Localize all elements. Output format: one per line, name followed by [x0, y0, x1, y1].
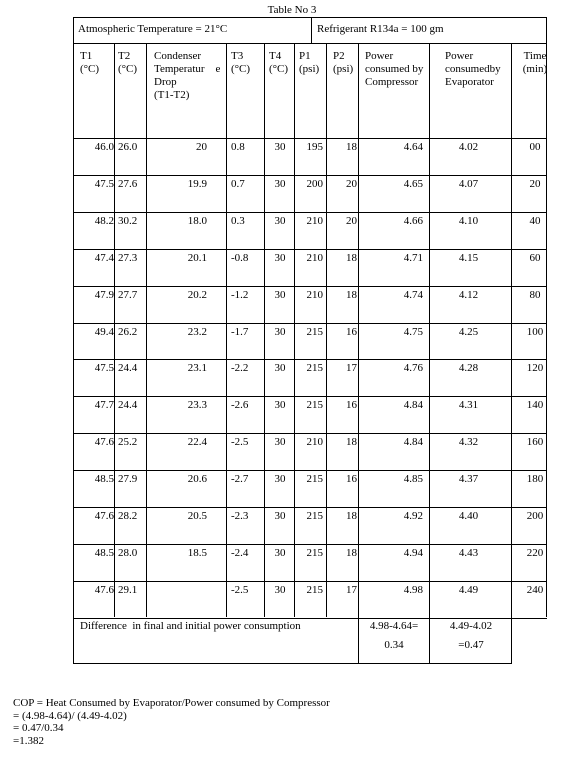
cell-condenser-drop: 20.1 — [187, 251, 207, 264]
cell-power-evaporator: 4.15 — [458, 251, 479, 264]
footer-compressor-diff: 4.98-4.64= 0.34 — [369, 620, 419, 651]
cell-power-evaporator: 4.40 — [458, 510, 479, 522]
cell-t4: 30 — [274, 473, 286, 486]
cell-t1: 46.0 — [94, 141, 114, 153]
cell-t4: 30 — [274, 141, 286, 153]
cell-t3: 0.7 — [231, 177, 245, 190]
cell-p1: 210 — [306, 288, 323, 301]
header-t1: T1 (°C) — [80, 50, 100, 75]
top-right-label: Refrigerant R134a = 100 gm — [317, 23, 444, 35]
cell-p1: 210 — [306, 436, 323, 449]
cell-time: 220 — [526, 546, 544, 559]
cell-p1: 210 — [306, 251, 323, 264]
cell-time: 00 — [529, 141, 541, 153]
cell-condenser-drop: 20.5 — [187, 510, 207, 522]
header-time: Time (min) — [522, 50, 548, 75]
formula-line: =1.382 — [13, 734, 44, 747]
cell-t4: 30 — [274, 546, 286, 559]
cell-power-evaporator: 4.32 — [458, 436, 479, 449]
cell-power-compressor: 4.98 — [403, 583, 423, 596]
cell-p2: 18 — [346, 288, 357, 301]
cell-t2: 28.2 — [118, 510, 138, 522]
header-t2: T2 (°C) — [118, 50, 138, 75]
cell-condenser-drop: 18.0 — [187, 214, 207, 227]
cell-time: 160 — [526, 436, 544, 449]
cell-p1: 215 — [306, 473, 323, 486]
cell-time: 200 — [526, 510, 544, 522]
cell-power-evaporator: 4.43 — [458, 546, 479, 559]
cell-t2: 30.2 — [118, 214, 138, 227]
cell-p2: 20 — [346, 177, 357, 190]
cell-t3: -2.7 — [231, 473, 249, 486]
cell-t3: -2.6 — [231, 399, 249, 412]
cell-t1: 47.6 — [94, 583, 114, 596]
footer-label: Difference in final and initial power consumption — [80, 620, 301, 632]
cell-p2: 16 — [346, 399, 357, 412]
cell-power-evaporator: 4.25 — [458, 325, 479, 338]
cell-t1: 47.6 — [94, 436, 114, 449]
cell-t1: 48.5 — [94, 473, 114, 486]
cell-t2: 27.9 — [118, 473, 138, 486]
cell-t3: -2.2 — [231, 362, 249, 375]
cell-t1: 48.5 — [94, 546, 114, 559]
cell-t2: 27.3 — [118, 251, 138, 264]
cell-power-evaporator: 4.49 — [458, 583, 479, 596]
header-t3: T3 (°C) — [231, 50, 251, 75]
cell-power-compressor: 4.76 — [403, 362, 423, 375]
cell-t2: 24.4 — [118, 362, 138, 375]
cell-power-compressor: 4.92 — [403, 510, 423, 522]
cell-p2: 18 — [346, 436, 357, 449]
cell-power-evaporator: 4.12 — [458, 288, 479, 301]
cell-t3: -1.2 — [231, 288, 249, 301]
header-p1: P1 (psi) — [299, 50, 320, 75]
cell-t4: 30 — [274, 510, 286, 522]
cell-time: 20 — [529, 177, 541, 190]
cell-time: 40 — [529, 214, 541, 227]
cell-p1: 215 — [306, 546, 323, 559]
cell-t4: 30 — [274, 177, 286, 190]
cell-power-compressor: 4.85 — [403, 473, 423, 486]
header-p2: P2 (psi) — [333, 50, 354, 75]
formula-line: COP = Heat Consumed by Evaporator/Power consumed by Compressor — [13, 697, 330, 709]
cell-t2: 26.0 — [118, 141, 138, 153]
cell-p1: 200 — [306, 177, 323, 190]
cell-t3: -2.5 — [231, 583, 249, 596]
cell-t1: 47.5 — [94, 362, 114, 375]
footer-evaporator-diff: 4.49-4.02 =0.47 — [449, 620, 493, 651]
cell-t4: 30 — [274, 362, 286, 375]
cell-t1: 49.4 — [94, 325, 114, 338]
cell-t3: -0.8 — [231, 251, 249, 264]
cell-power-compressor: 4.75 — [403, 325, 423, 338]
cell-power-evaporator: 4.37 — [458, 473, 479, 486]
cell-condenser-drop: 23.2 — [187, 325, 207, 338]
cell-t4: 30 — [274, 214, 286, 227]
cell-time: 240 — [526, 583, 544, 596]
cell-t4: 30 — [274, 399, 286, 412]
top-left-label: Atmospheric Temperature = 21°C — [78, 23, 228, 35]
cell-p2: 16 — [346, 473, 357, 486]
cell-p1: 215 — [306, 510, 323, 522]
cell-power-compressor: 4.74 — [403, 288, 423, 301]
cell-t3: -2.4 — [231, 546, 249, 559]
cell-p1: 215 — [306, 399, 323, 412]
cell-condenser-drop: 18.5 — [187, 546, 207, 559]
cell-t4: 30 — [274, 288, 286, 301]
cell-p2: 18 — [346, 141, 357, 153]
cell-condenser-drop: 20 — [196, 141, 207, 153]
cell-power-compressor: 4.84 — [403, 399, 423, 412]
cell-t4: 30 — [274, 583, 286, 596]
cell-t2: 29.1 — [118, 583, 138, 596]
cell-time: 180 — [526, 473, 544, 486]
cell-p1: 210 — [306, 214, 323, 227]
cell-p1: 215 — [306, 583, 323, 596]
cell-p2: 18 — [346, 546, 357, 559]
cell-p2: 17 — [346, 583, 357, 596]
cell-condenser-drop: 23.3 — [187, 399, 207, 412]
cell-t2: 27.6 — [118, 177, 138, 190]
cell-t1: 48.2 — [94, 214, 114, 227]
cell-p1: 215 — [306, 362, 323, 375]
cell-t1: 47.9 — [94, 288, 114, 301]
cell-power-compressor: 4.94 — [403, 546, 423, 559]
cell-p2: 18 — [346, 251, 357, 264]
cell-p2: 18 — [346, 510, 357, 522]
cell-t4: 30 — [274, 251, 286, 264]
table-caption: Table No 3 — [267, 4, 317, 16]
cell-power-compressor: 4.84 — [403, 436, 423, 449]
header-power-evaporator: Power consumedby Evaporator — [445, 50, 501, 88]
header-t4: T4 (°C) — [269, 50, 289, 75]
cell-t3: -2.5 — [231, 436, 249, 449]
cell-condenser-drop: 20.2 — [187, 288, 207, 301]
cell-power-evaporator: 4.02 — [458, 141, 479, 153]
cell-p2: 17 — [346, 362, 357, 375]
header-condenser-drop: Condenser Temperatur e Drop (T1-T2) — [154, 50, 221, 101]
cell-t4: 30 — [274, 325, 286, 338]
cell-time: 60 — [529, 251, 541, 264]
cell-t1: 47.7 — [94, 399, 114, 412]
cell-t2: 28.0 — [118, 546, 138, 559]
cell-t2: 25.2 — [118, 436, 138, 449]
cell-power-compressor: 4.64 — [403, 141, 423, 153]
cell-t2: 24.4 — [118, 399, 138, 412]
cell-t1: 47.4 — [94, 251, 114, 264]
cell-power-evaporator: 4.07 — [458, 177, 479, 190]
cell-power-compressor: 4.65 — [403, 177, 423, 190]
cell-power-evaporator: 4.10 — [458, 214, 479, 227]
formula-line: = (4.98-4.64)/ (4.49-4.02) — [13, 709, 127, 722]
formula-line: = 0.47/0.34 — [13, 722, 64, 734]
cell-t3: -1.7 — [231, 325, 249, 338]
cop-formula — [13, 697, 330, 747]
cell-time: 140 — [526, 399, 544, 412]
cell-t2: 27.7 — [118, 288, 138, 301]
cell-t4: 30 — [274, 436, 286, 449]
cell-t2: 26.2 — [118, 325, 138, 338]
cell-condenser-drop: 22.4 — [187, 436, 207, 449]
cell-p1: 195 — [306, 141, 323, 153]
cell-t3: 0.3 — [231, 214, 245, 227]
cell-condenser-drop: 23.1 — [187, 362, 207, 375]
cell-p2: 20 — [346, 214, 357, 227]
cell-t3: -2.3 — [231, 510, 249, 522]
cell-t3: 0.8 — [231, 141, 245, 153]
cell-p1: 215 — [306, 325, 323, 338]
cell-t1: 47.5 — [94, 177, 114, 190]
cell-power-compressor: 4.66 — [403, 214, 423, 227]
cell-power-evaporator: 4.28 — [458, 362, 479, 375]
cell-p2: 16 — [346, 325, 357, 338]
header-power-compressor: Power consumed by Compressor — [365, 50, 424, 88]
cell-time: 100 — [526, 325, 544, 338]
cell-condenser-drop: 20.6 — [187, 473, 207, 486]
cell-condenser-drop: 19.9 — [187, 177, 207, 190]
cell-time: 80 — [529, 288, 541, 301]
cell-time: 120 — [526, 362, 544, 375]
cell-power-evaporator: 4.31 — [458, 399, 479, 412]
cell-power-compressor: 4.71 — [403, 251, 423, 264]
cell-t1: 47.6 — [94, 510, 114, 522]
